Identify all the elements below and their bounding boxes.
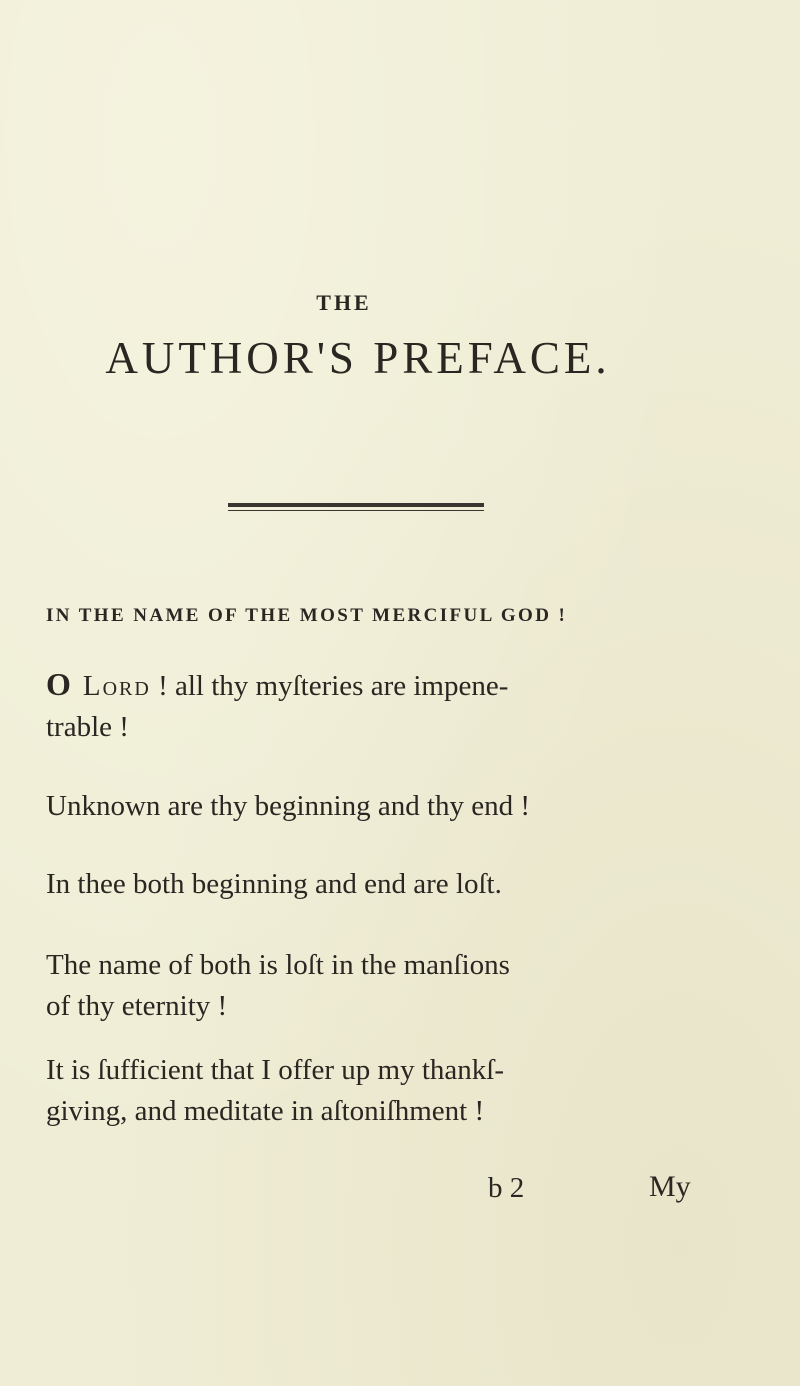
paragraph-1-line-1 — [46, 664, 696, 707]
heading-the: THE — [316, 290, 372, 315]
page-title: AUTHOR'S PREFACE. — [105, 333, 611, 383]
word-lord: Lord — [82, 670, 151, 702]
paragraph-1 — [46, 664, 696, 748]
paragraph-4-line-2: of thy eternity ! — [46, 990, 228, 1022]
paragraph-4-line-1: The name of both is loſt in the manſions — [46, 949, 510, 981]
paragraph-1-line-1-rest: ! all thy myſteries are impene- — [150, 670, 509, 702]
signature-mark: b 2 — [488, 1172, 525, 1204]
invocation-line: IN THE NAME OF THE MOST MERCIFUL GOD ! — [46, 605, 568, 626]
paragraph-1-line-2: trable ! — [46, 711, 129, 743]
rule-thick-line — [228, 503, 484, 507]
catchword: My — [649, 1170, 691, 1203]
paragraph-4 — [46, 945, 696, 1027]
paragraph-2: Unknown are thy beginning and thy end ! — [46, 790, 531, 822]
ornamental-rule — [228, 503, 484, 511]
paragraph-3: In thee both beginning and end are loſt. — [46, 868, 502, 900]
initial-letter: O — [46, 666, 71, 702]
rule-thin-line — [228, 510, 484, 511]
paragraph-5-line-1: It is ſufficient that I offer up my thankſ- — [46, 1054, 504, 1086]
paragraph-5 — [46, 1050, 696, 1132]
paragraph-5-line-2: giving, and meditate in aſtoniſhment ! — [46, 1095, 485, 1127]
